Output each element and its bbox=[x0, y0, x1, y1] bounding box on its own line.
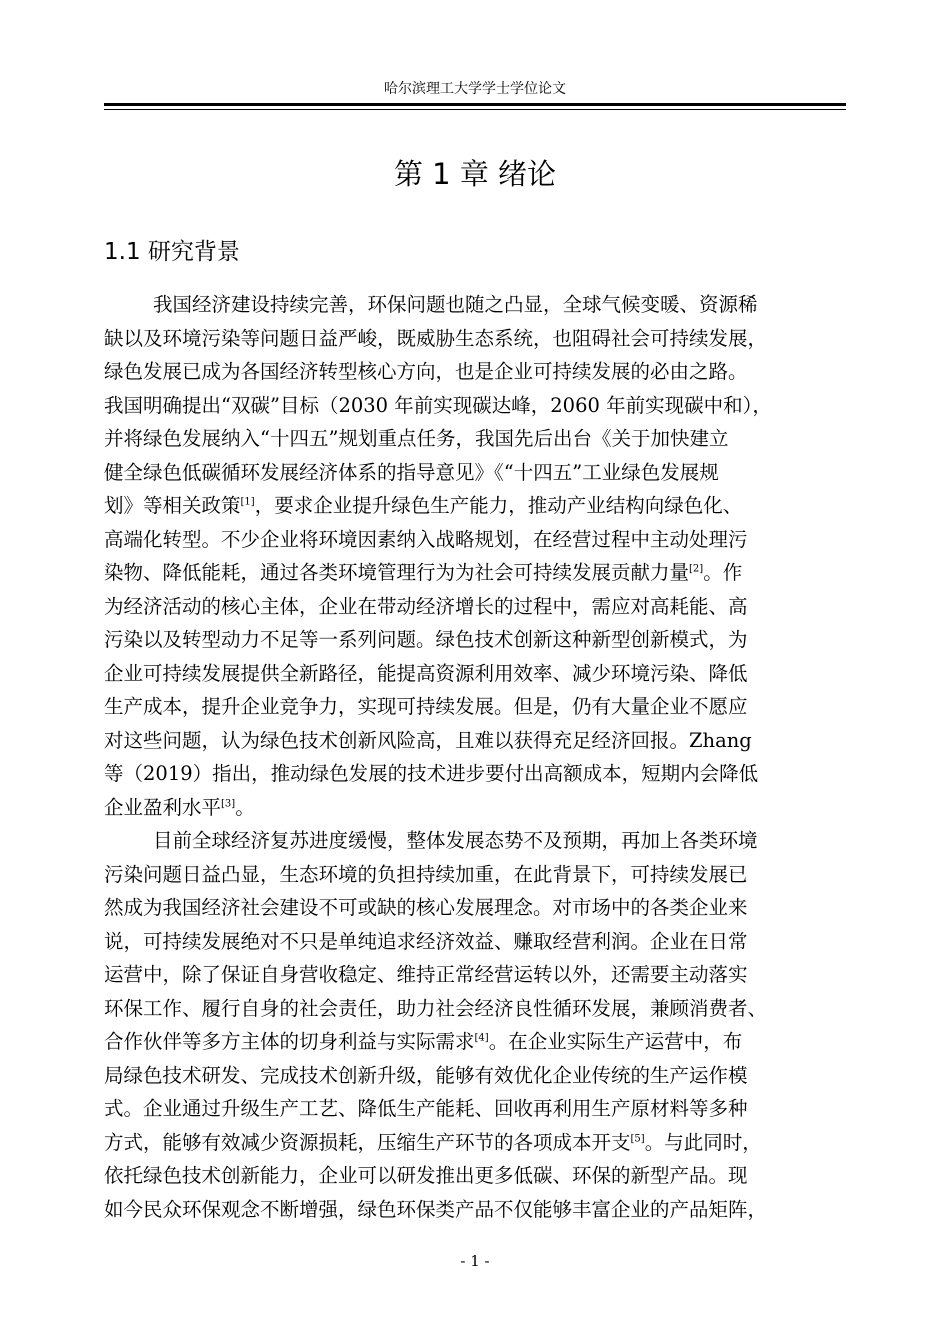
paragraph-line: 如今民众环保观念不断增强，绿色环保类产品不仅能够丰富企业的产品矩阵， bbox=[104, 1198, 768, 1221]
paragraph-line: 我国经济建设持续完善，环保问题也随之凸显，全球气候变暖、资源稀 bbox=[153, 293, 758, 316]
paragraph-line: 我国明确提出“双碳”目标（2030 年前实现碳达峰，2060 年前实现碳中和）， bbox=[104, 394, 772, 417]
citation-ref: [5] bbox=[630, 1133, 645, 1145]
paragraph-line bbox=[104, 1128, 846, 1158]
citation-ref: [1] bbox=[240, 496, 255, 508]
paragraph-line: 局绿色技术研发、完成技术创新升级，能够有效优化企业传统的生产运作模 bbox=[104, 1064, 748, 1087]
paragraph-line: 运营中，除了保证自身营收稳定、维持正常经营运转以外，还需要主动落实 bbox=[104, 963, 748, 986]
paragraph-line: 企业可持续发展提供全新路径，能提高资源利用效率、减少环境污染、降低 bbox=[104, 662, 748, 685]
line-text: 。作 bbox=[703, 561, 743, 584]
line-text: 方式，能够有效减少资源损耗，压缩生产环节的各项成本开支 bbox=[104, 1131, 631, 1154]
paragraph-line: 绿色发展已成为各国经济转型核心方向，也是企业可持续发展的必由之路。 bbox=[104, 360, 748, 383]
line-text: 划》等相关政策 bbox=[104, 494, 241, 517]
line-text: 染物、降低能耗，通过各类环境管理行为为社会可持续发展贡献力量 bbox=[104, 561, 690, 584]
paragraph-line bbox=[104, 491, 846, 521]
paragraph-line: 目前全球经济复苏进度缓慢，整体发展态势不及预期，再加上各类环境 bbox=[153, 829, 758, 852]
paragraph-line: 污染以及转型动力不足等一系列问题。绿色技术创新这种新型创新模式，为 bbox=[104, 628, 748, 651]
chapter-title: 第 1 章 绪论 bbox=[393, 157, 557, 191]
paragraph-line: 污染问题日益凸显，生态环境的负担持续加重，在此背景下，可持续发展已 bbox=[104, 863, 748, 886]
line-text: 。在企业实际生产运营中，布 bbox=[488, 1030, 743, 1053]
paragraph-line bbox=[104, 1027, 846, 1057]
line-text: 。与此同时， bbox=[644, 1131, 762, 1154]
paragraph-line: 环保工作、履行自身的社会责任，助力社会经济良性循环发展，兼顾消费者、 bbox=[104, 997, 768, 1020]
header-rule-thin bbox=[104, 109, 846, 110]
section-title: 1.1 研究背景 bbox=[104, 239, 240, 265]
paragraph-line: 高端化转型。不少企业将环境因素纳入战略规划，在经营过程中主动处理污 bbox=[104, 528, 748, 551]
paragraph-line: 缺以及环境污染等问题日益严峻，既威胁生态系统，也阻碍社会可持续发展， bbox=[104, 327, 768, 350]
paragraph-line bbox=[104, 793, 846, 823]
citation-ref: [2] bbox=[689, 563, 704, 575]
line-text: 合作伙伴等多方主体的切身利益与实际需求 bbox=[104, 1030, 475, 1053]
paragraph-line: 等（2019）指出，推动绿色发展的技术进步要付出高额成本，短期内会降低 bbox=[104, 762, 759, 785]
running-header: 哈尔滨理工大学学士学位论文 bbox=[384, 81, 566, 97]
line-text: 。 bbox=[235, 796, 255, 819]
paragraph-line: 然成为我国经济社会建设不可或缺的核心发展理念。对市场中的各类企业来 bbox=[104, 896, 748, 919]
paragraph-line: 并将绿色发展纳入“十四五”规划重点任务，我国先后出台《关于加快建立 bbox=[104, 427, 729, 450]
paragraph-line: 说，可持续发展绝对不只是单纯追求经济效益、赚取经营利润。企业在日常 bbox=[104, 930, 748, 953]
paragraph-line: 为经济活动的核心主体，企业在带动经济增长的过程中，需应对高耗能、高 bbox=[104, 595, 748, 618]
line-text: 企业盈利水平 bbox=[104, 796, 222, 819]
paragraph-line: 依托绿色技术创新能力，企业可以研发推出更多低碳、环保的新型产品。现 bbox=[104, 1164, 748, 1187]
line-text: ，要求企业提升绿色生产能力，推动产业结构向绿色化、 bbox=[254, 494, 743, 517]
citation-ref: [3] bbox=[221, 798, 236, 810]
paragraph-line: 式。企业通过升级生产工艺、降低生产能耗、回收再利用生产原材料等多种 bbox=[104, 1097, 748, 1120]
paragraph-line: 对这些问题，认为绿色技术创新风险高，且难以获得充足经济回报。Zhang bbox=[104, 729, 752, 752]
paragraph-line: 健全绿色低碳循环发展经济体系的指导意见》《“十四五”工业绿色发展规 bbox=[104, 461, 719, 484]
paragraph-line: 生产成本，提升企业竞争力，实现可持续发展。但是，仍有大量企业不愿应 bbox=[104, 695, 748, 718]
citation-ref: [4] bbox=[474, 1032, 489, 1044]
paragraph-line bbox=[104, 558, 846, 588]
header-rule-thick bbox=[104, 103, 846, 106]
page-number: - 1 - bbox=[460, 1252, 490, 1270]
